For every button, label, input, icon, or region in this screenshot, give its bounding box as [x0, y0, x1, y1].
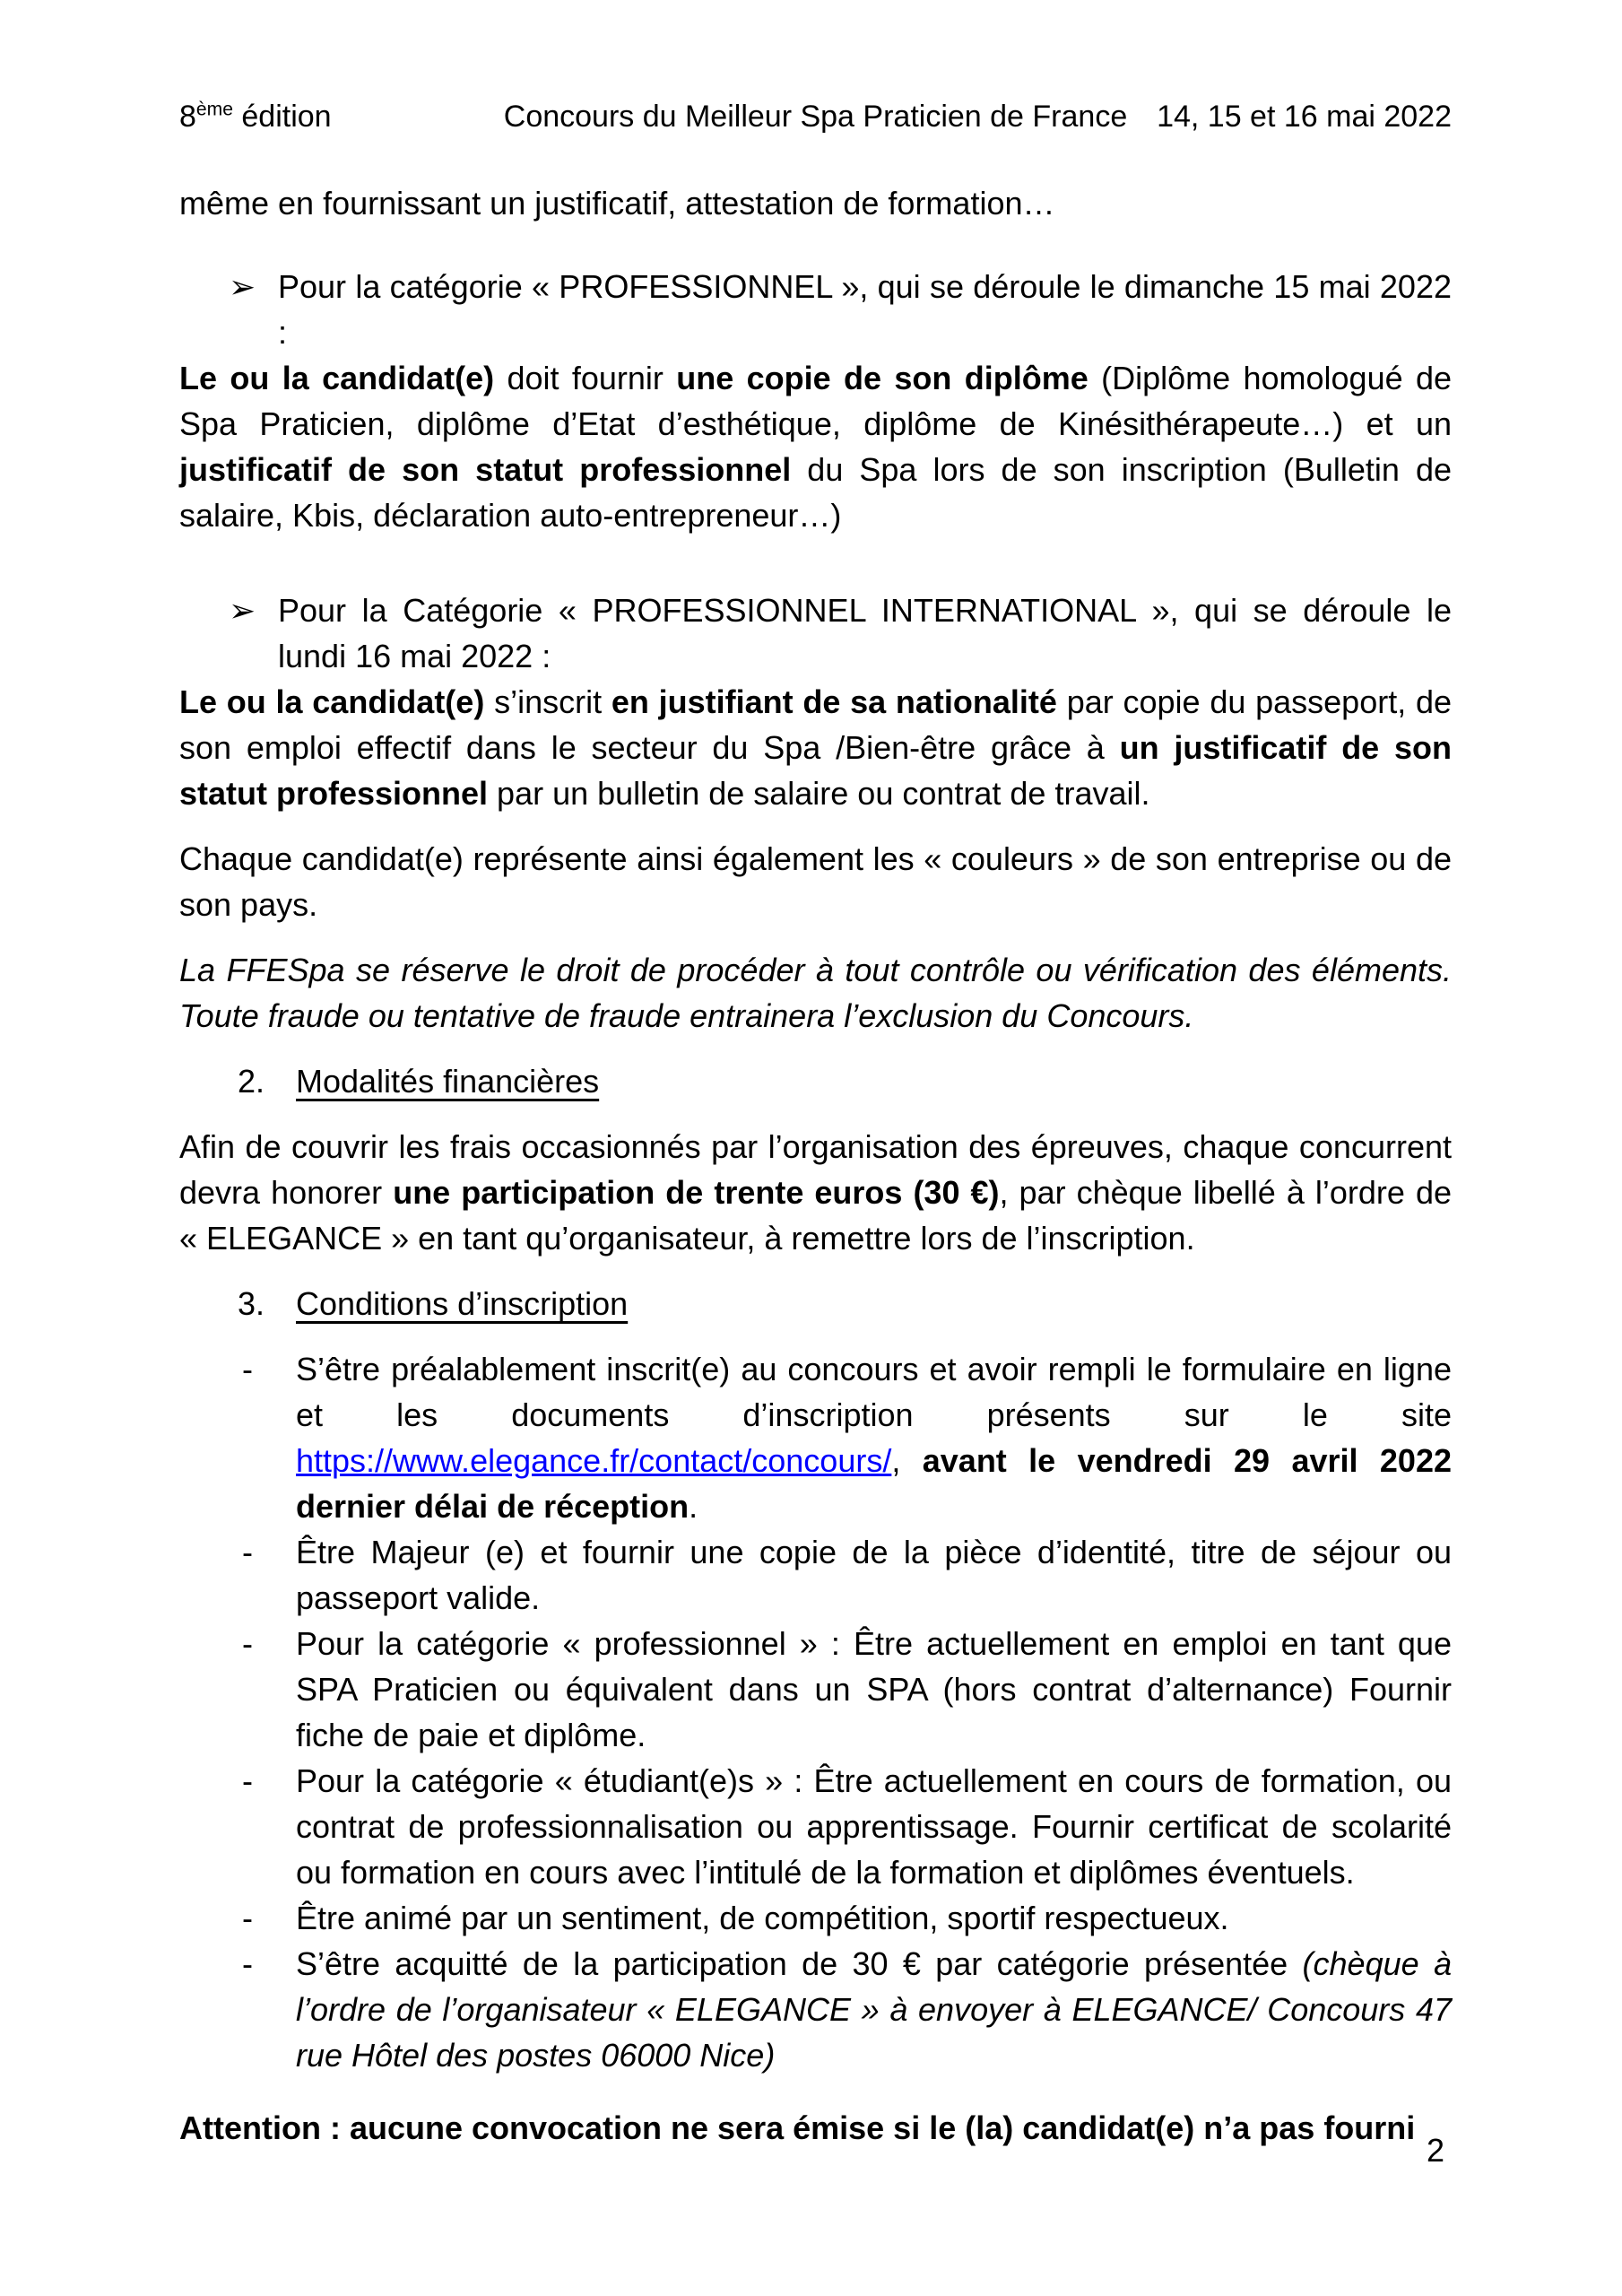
section-3-heading: [238, 1281, 1452, 1326]
section-3-number: 3.: [238, 1285, 265, 1322]
dash-bullet-icon: -: [242, 1900, 253, 1936]
dash-bullet-icon: -: [242, 1945, 253, 1982]
text-run: (Diplôme homologué de Spa Praticien, diplôme d’Etat d’esthétique, diplôme de Kinésithérapeute…) et un: [179, 360, 1453, 442]
condition-age-identity: Être Majeur (e) et fournir une copie de la pièce d’identité, titre de séjour ou passeport valide.: [296, 1534, 1452, 1616]
dash-bullet-icon: -: [242, 1762, 253, 1799]
condition-student-category: Pour la catégorie « étudiant(e)s » : Être actuellement en cours de formation, ou contrat de professionnalisation ou apprentissage. Fournir certificat de scolarité ou formation en cours avec l’intitulé de la formation et diplômes éventuels.: [296, 1762, 1452, 1891]
edition-word: édition: [232, 100, 332, 134]
intro-paragraph: même en fournissant un justificatif, attestation de formation…: [179, 185, 1055, 222]
list-item: [242, 1758, 1452, 1895]
international-requirements-paragraph: [179, 679, 1452, 816]
bold-run: Le ou la candidat(e): [179, 683, 485, 720]
section-3-title: Conditions d’inscription: [296, 1285, 629, 1322]
condition-professional-category: Pour la catégorie « professionnel » : Être actuellement en emploi en tant que SPA Praticien ou équivalent dans un SPA (hors contrat d’alternance) Fournir fiche de paie et diplôme.: [296, 1625, 1452, 1753]
section-2-number: 2.: [238, 1063, 265, 1100]
bold-run: justificatif de son statut professionnel: [179, 451, 792, 488]
text-run: du Spa lors de son inscription (Bulletin de salaire, Kbis, déclaration auto-entrepreneur…): [179, 451, 1453, 534]
list-item: [242, 1529, 1452, 1621]
list-item: [242, 1895, 1452, 1941]
dash-bullet-icon: -: [242, 1534, 253, 1570]
page-header: [179, 94, 1452, 140]
condition-registration: [296, 1346, 1452, 1529]
condition-payment: [296, 1941, 1452, 2078]
section-2-title: Modalités financières: [296, 1063, 600, 1100]
category-international-heading: Pour la Catégorie « PROFESSIONNEL INTERNATIONAL », qui se déroule le lundi 16 mai 2022 :: [278, 592, 1452, 674]
text-run: par un bulletin de salaire ou contrat de travail.: [488, 775, 1150, 812]
category-international-bullet: [229, 587, 1452, 679]
bold-run: avant le vendredi 29 avril 2022 dernier délai de réception: [296, 1442, 1452, 1525]
text-run: S’être acquitté de la participation de 30 € par catégorie présentée: [296, 1945, 1303, 1982]
edition-number: 8: [179, 100, 196, 134]
page-number: 2: [1426, 2132, 1444, 2169]
registration-link[interactable]: https://www.elegance.fr/contact/concours/: [296, 1442, 892, 1479]
text-run: , par chèque libellé à l’ordre de « ELEGANCE » en tant qu’organisateur, à remettre lors de l’inscription.: [179, 1174, 1453, 1257]
document-title: Concours du Meilleur Spa Praticien de France: [503, 100, 1128, 134]
text-run: .: [689, 1488, 698, 1525]
text-run: par copie du passeport, de son emploi effectif dans le secteur du Spa /Bien-être grâce à: [179, 683, 1453, 766]
arrow-bullet-icon: ➢: [229, 268, 256, 305]
category-professional-bullet: [229, 264, 1452, 355]
bold-run: Le ou la candidat(e): [179, 360, 495, 396]
edition-label: [179, 94, 504, 140]
colors-paragraph: Chaque candidat(e) représente ainsi également les « couleurs » de son entreprise ou de son pays.: [179, 840, 1452, 923]
bold-run: une copie de son diplôme: [676, 360, 1089, 396]
condition-sportsmanship: Être animé par un sentiment, de compétition, sportif respectueux.: [296, 1900, 1229, 1936]
dash-bullet-icon: -: [242, 1351, 253, 1387]
text-run: s’inscrit: [484, 683, 612, 720]
conditions-list: [242, 1346, 1452, 2078]
attention-warning: Attention : aucune convocation ne sera émise si le (la) candidat(e) n’a pas fourni: [179, 2109, 1416, 2146]
professional-requirements-paragraph: [179, 355, 1452, 538]
section-2-heading: [238, 1058, 1452, 1104]
dash-bullet-icon: -: [242, 1625, 253, 1662]
edition-superscript: ème: [195, 99, 233, 120]
arrow-bullet-icon: ➢: [229, 592, 256, 629]
text-run: ,: [891, 1442, 923, 1479]
category-professional-heading: Pour la catégorie « PROFESSIONNEL », qui se déroule le dimanche 15 mai 2022 :: [278, 268, 1452, 351]
text-run: doit fournir: [494, 360, 677, 396]
text-run: S’être préalablement inscrit(e) au concours et avoir rempli le formulaire en ligne et les documents d’inscription présents sur le site: [296, 1351, 1452, 1433]
bold-run: en justifiant de sa nationalité: [611, 683, 1057, 720]
list-item: [242, 1346, 1452, 1529]
ffespa-notice-paragraph: La FFESpa se réserve le droit de procéder à tout contrôle ou vérification des éléments. Toute fraude ou tentative de fraude entrainera l’exclusion du Concours.: [179, 952, 1452, 1034]
list-item: [242, 1941, 1452, 2078]
italic-run: (chèque à l’ordre de l’organisateur « ELEGANCE » à envoyer à ELEGANCE/ Concours 47 rue Hôtel des postes 06000 Nice): [296, 1945, 1452, 2074]
document-dates: 14, 15 et 16 mai 2022: [1157, 100, 1452, 134]
text-run: Afin de couvrir les frais occasionnés par l’organisation des épreuves, chaque concurrent devra honorer: [179, 1128, 1452, 1211]
fees-paragraph: [179, 1124, 1452, 1261]
list-item: [242, 1621, 1452, 1758]
bold-run: une participation de trente euros (30 €): [393, 1174, 1000, 1211]
bold-run: un justificatif de son statut professionnel: [179, 729, 1452, 812]
